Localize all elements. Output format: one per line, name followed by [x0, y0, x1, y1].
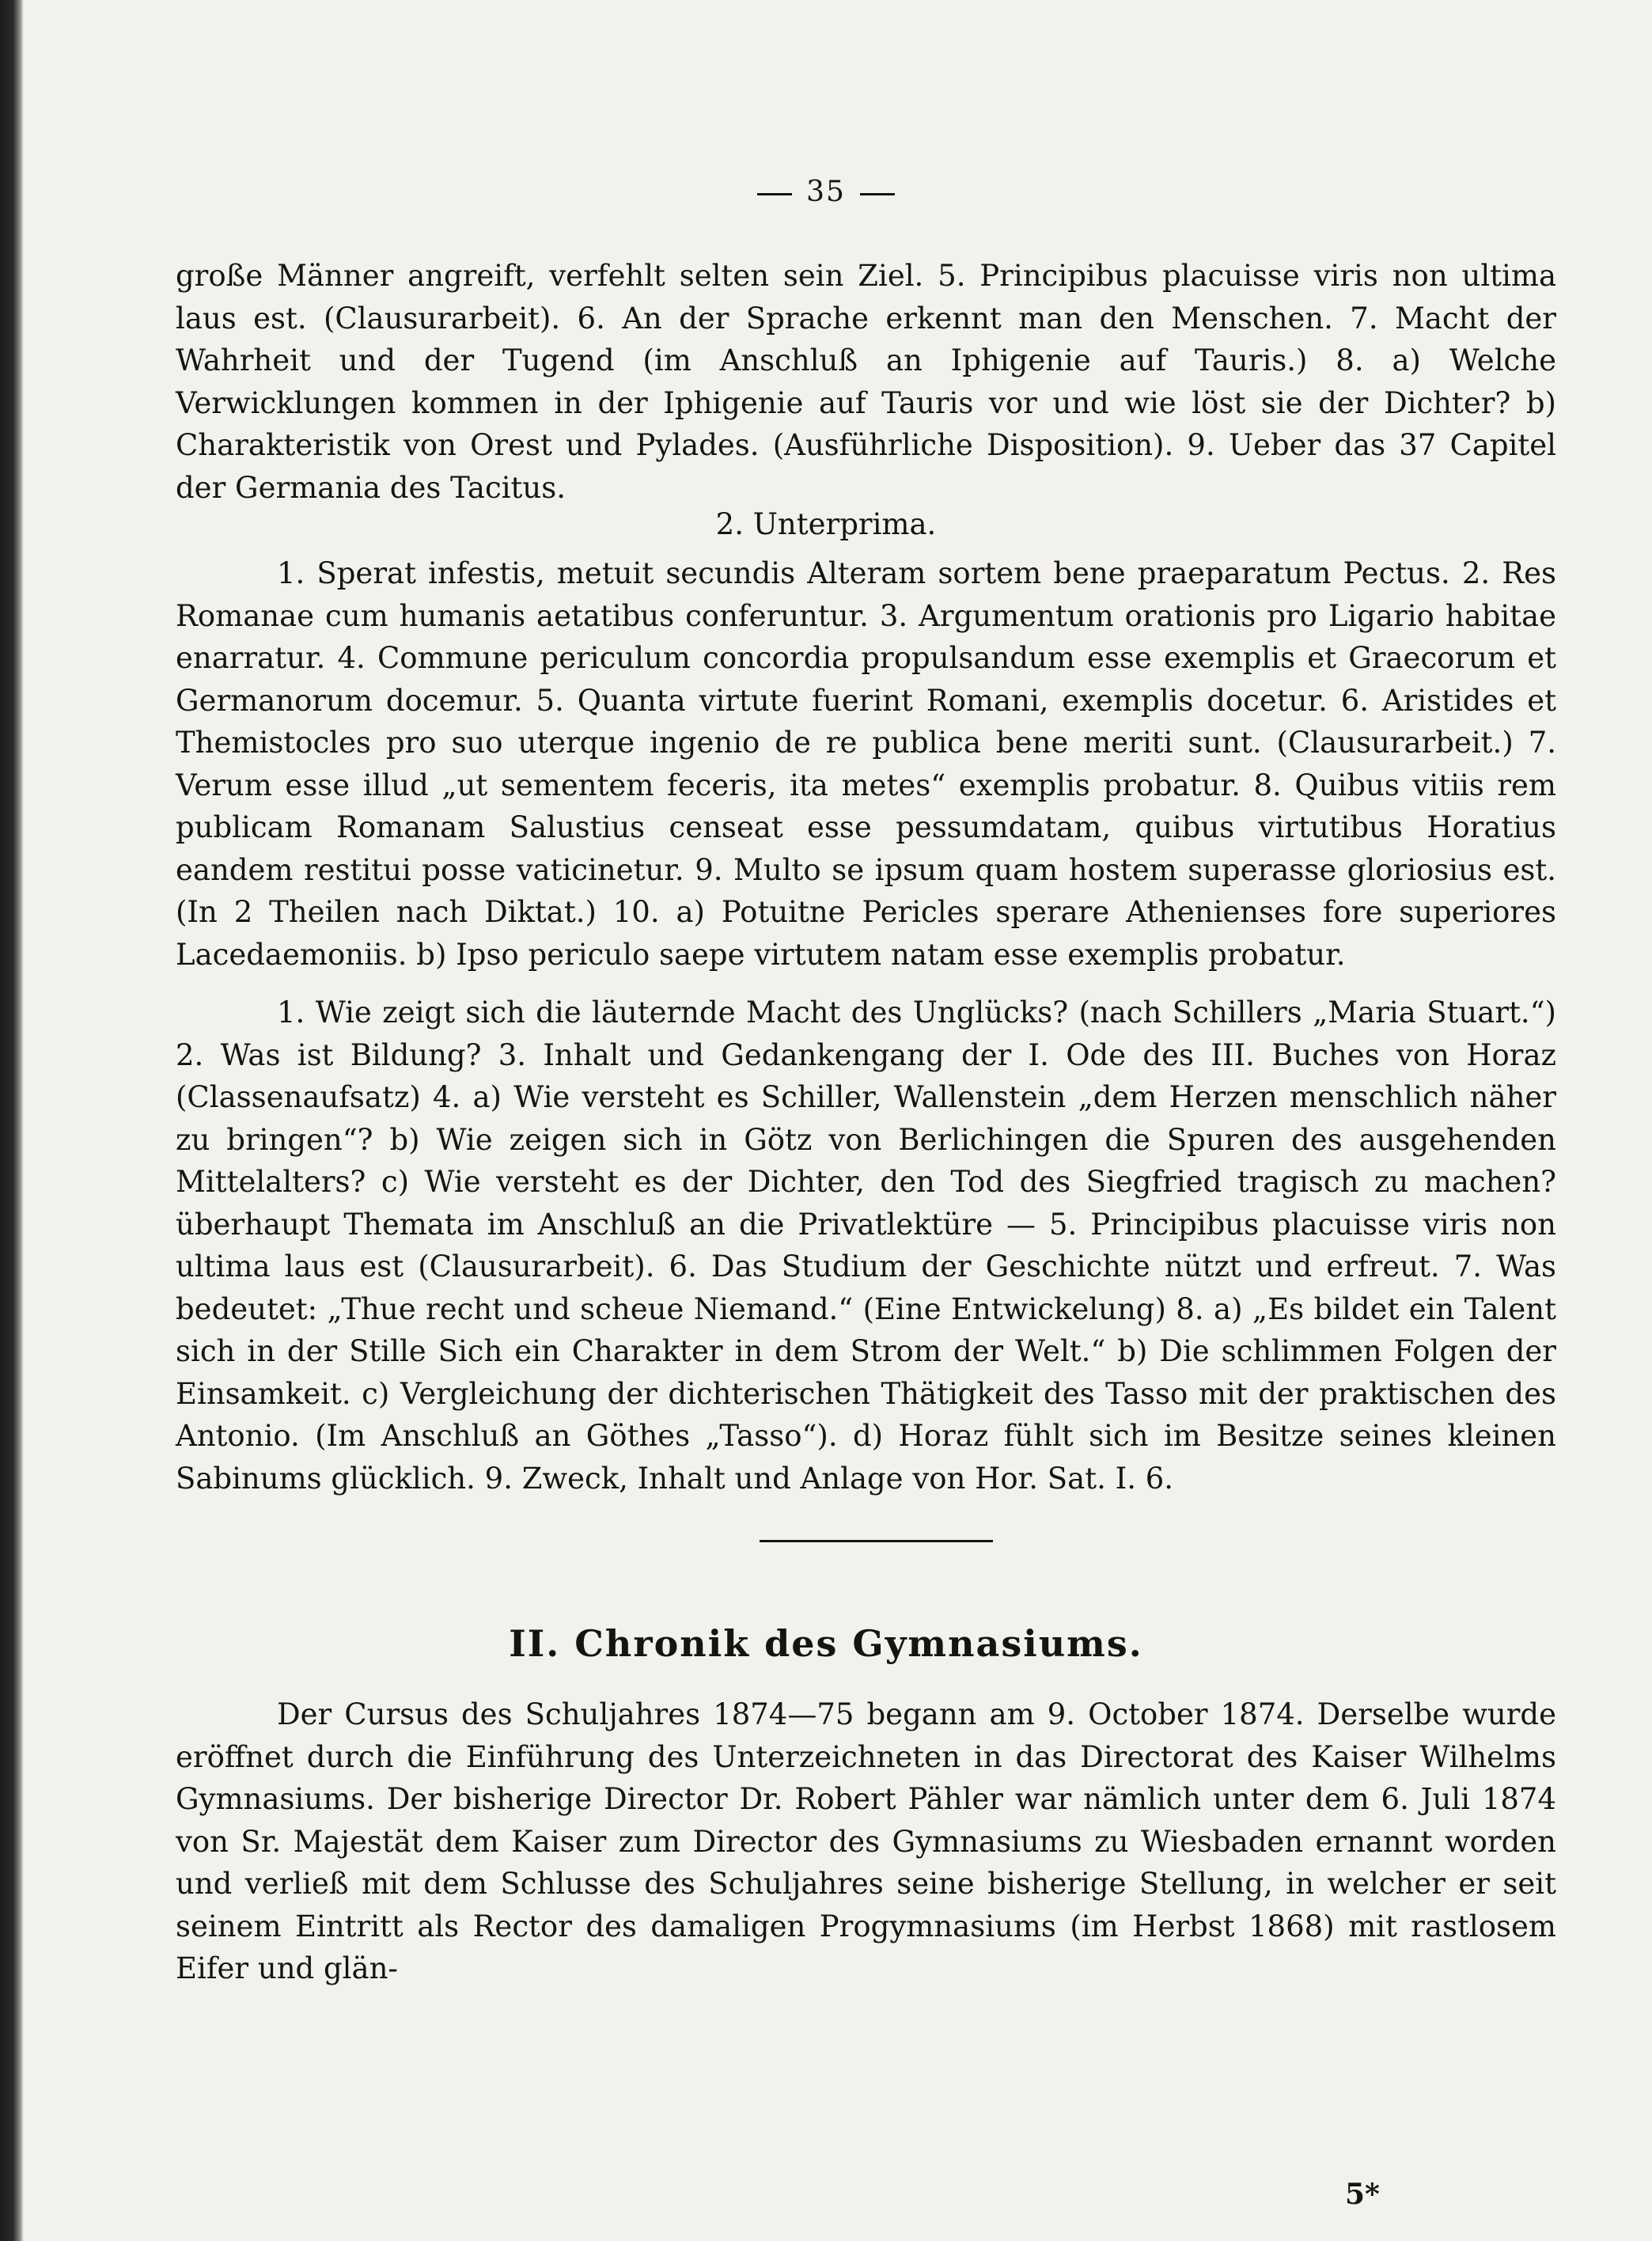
chronik-body — [176, 1693, 1556, 1990]
oberprima-continuation — [176, 255, 1556, 509]
unterprima-latin-topics — [176, 552, 1556, 976]
latin-topics-paragraph: 1. Sperat infestis, metuit secundis Alteram sortem bene praeparatum Pectus. 2. Res Romanae cum humanis aetatibus conferuntur. 3. Argumentum orationis pro Ligario habitae enarratur. 4. Commune periculum concordia propulsandum esse exemplis et Graecorum et Germanorum docemur. 5. Quanta virtute fuerint Romani, exemplis docetur. 6. Aristides et Themistocles pro suo uterque ingenio de re publica bene meriti sunt. (Clausurarbeit.) 7. Verum esse illud „ut sementem feceris, ita metes“ exemplis probatur. 8. Quibus vitiis rem publicam Romanam Salustius censeat esse pessumdatam, quibus virtutibus Horatius eandem restitui posse vaticinetur. 9. Multo se ipsum quam hostem superasse gloriosius est. (In 2 Theilen nach Diktat.) 10. a) Potuitne Pericles sperare Athenienses fore superiores Lacedaemoniis. b) Ipso periculo saepe virtutem natam esse exemplis probatur. — [176, 556, 1556, 972]
continuation-paragraph: große Männer angreift, verfehlt selten sein Ziel. 5. Principibus placuisse viris non ultima laus est. (Clausurarbeit). 6. An der Sprache erkennt man den Menschen. 7. Macht der Wahrheit und der Tugend (im Anschluß an Iphigenie auf Tauris.) 8. a) Welche Verwicklungen kommen in der Iphigenie auf Tauris vor und wie löst sie der Dichter? b) Charakteristik von Orest und Pylades. (Ausführliche Disposition). 9. Ueber das 37 Capitel der Germania des Tacitus. — [176, 259, 1556, 505]
binding-edge — [0, 0, 24, 2241]
left-dash — [757, 193, 792, 195]
unterprima-german-topics — [176, 992, 1556, 1500]
unterprima-heading: 2. Unterprima. — [715, 507, 937, 541]
chapter-heading: II. Chronik des Gymnasiums. — [509, 1622, 1143, 1665]
chronik-paragraph: Der Cursus des Schuljahres 1874—75 begann am 9. October 1874. Derselbe wurde eröffnet durch die Einführung des Unterzeichneten in das Directorat des Kaiser Wilhelms Gymnasiums. Der bisherige Director Dr. Robert Pähler war nämlich unter dem 6. Juli 1874 von Sr. Majestät dem Kaiser zum Director des Gymnasiums zu Wiesbaden ernannt worden und verließ mit dem Schlusse des Schuljahres seine bisherige Stellung, in welcher er seit seinem Eintritt als Rector des damaligen Progymnasiums (im Herbst 1868) mit rastlosem Eifer und glän- — [176, 1697, 1556, 1985]
signature-mark: 5* — [1345, 2178, 1380, 2211]
page-number — [0, 176, 1652, 208]
german-topics-paragraph: 1. Wie zeigt sich die läuternde Macht des Unglücks? (nach Schillers „Maria Stuart.“) 2. Was ist Bildung? 3. Inhalt und Gedankengang der I. Ode des III. Buches von Horaz (Classenaufsatz) 4. a) Wie versteht es Schiller, Wallenstein „dem Herzen menschlich näher zu bringen“? b) Wie zeigen sich in Götz von Berlichingen die Spuren des ausgehenden Mittelalters? c) Wie versteht es der Dichter, den Tod des Siegfried tragisch zu machen? überhaupt Themata im Anschluß an die Privatlektüre — 5. Principibus placuisse viris non ultima laus est (Clausurarbeit). 6. Das Studium der Geschichte nützt und erfreut. 7. Was bedeutet: „Thue recht und scheue Niemand.“ (Eine Entwickelung) 8. a) „Es bildet ein Talent sich in der Stille Sich ein Charakter in dem Strom der Welt.“ b) Die schlimmen Folgen der Einsamkeit. c) Vergleichung der dichterischen Thätigkeit des Tasso mit der praktischen des Antonio. (Im Anschluß an Göthes „Tasso“). d) Horaz fühlt sich im Besitze seines kleinen Sabinums glücklich. 9. Zweck, Inhalt und Anlage von Hor. Sat. I. 6. — [176, 995, 1556, 1496]
section-divider — [760, 1540, 993, 1542]
right-dash — [860, 193, 895, 195]
page-number-value: 35 — [806, 176, 846, 208]
